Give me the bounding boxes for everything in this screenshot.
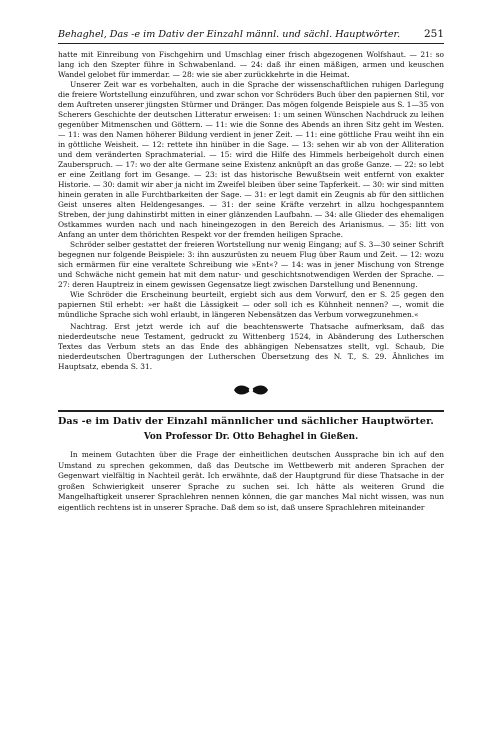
article-title: Das -e im Dativ der Einzahl männlicher und sächlicher Hauptwörter.	[58, 410, 444, 427]
fleuron-icon	[231, 383, 271, 397]
paragraph-nachtrag: Nachtrag. Erst jetzt werde ich auf die beachtenswerte Thatsache aufmerksam, daß das niederdeutsche neue Testament, gedruckt zu Wittenberg 1524, in Abänderung des Lutherschen Textes das Verbum stets an das Ende des abhängigen Nebensatzes stellt, vgl. Schaub, Die niederdeutschen Übertragungen der Lutherschen Übersetzung des N. T., S. 29. Ähnliches im Hauptsatz, ebenda S. 31.	[58, 322, 444, 371]
paragraph-schroeder-examples: Schröder selber gestattet der freieren Wortstellung nur wenig Eingang; auf S. 3—30 seiner Schrift begegnen nur folgende Beispiele: 3: ihn auszurüsten zu neuem Flug über Raum und Zeit. — 12: wozu sich ermärmen für eine veraltete Schreibung wie »Ent«? — 14: was in jener Mischung von Strenge und Schwäche nicht gemein hat mit dem natur- und geschichtsnotwendigen Werden der Sprache. — 27: deren Hauptreiz in einem gewissen Gegensatze liegt zwischen Darstellung und Benennung.	[58, 240, 444, 289]
page-body	[58, 50, 444, 514]
running-title: Behaghel, Das -e im Dativ der Einzahl männl. und sächl. Hauptwörter.	[58, 29, 401, 40]
paragraph-scherer-examples: Unserer Zeit war es vorbehalten, auch in die Sprache der wissenschaftlichen ruhigen Darlegung die freiere Wortstellung einzuführen, und zwar schon vor Schröders Buch über den papiernen Stil, vor dem Auftreten unserer jüngsten Stürmer und Dränger. Das mögen folgende Beispiele aus S. 1—35 von Scherers Geschichte der deutschen Litteratur erweisen: 1: um seinen Wünschen Nachdruck zu leihen gegenüber Mitmenschen und Göttern. — 11: wie die Sonne des Abends an ihren Sitz geht im Westen. — 11: was den Namen höherer Bildung verdient in jener Zeit. — 11: eine göttliche Frau weiht ihn ein in göttliche Weisheit. — 12: rettete ihn hinüber in die Sage. — 13: sehen wir ab von der Alliteration und dem veränderten Sprachmaterial. — 15: wird die Hilfe des Himmels herbeigeholt durch einen Zauberspruch. — 17: wo der alte Germane seine Existenz anknüpft an das große Ganze. — 22: so lebt er eine Zeitlang fort im Gesange. — 23: ist das historische Bewußtsein weit entfernt von exakter Historie. — 30: damit wir aber ja nicht im Zweifel bleiben über seine Tapferkeit. — 30: wir sind mitten hinein geraten in alle Furchtbarkeiten der Sage. — 31: er legt damit ein Zeugnis ab für den sittlichen Geist unseres alten Heldengesanges. — 31: der seine Kräfte verzehrt in allzu hochgespanntem Streben, der jung dahinstirbt mitten in einer glänzenden Laufbahn. — 34: alle Glieder des ehemaligen Ostkammes wurden nach und nach hineingezogen in den Bereich des Arianismus. — 35: litt von Anfang an unter dem thörichten Respekt vor der fremden heiligen Sprache.	[58, 80, 444, 239]
article-author: Von Professor Dr. Otto Behaghel in Gießen.	[143, 432, 359, 442]
paragraph-schroeder-judgement: Wie Schröder die Erscheinung beurteilt, ergiebt sich aus dem Vorwurf, den er S. 25 gegen den papiernen Stil erhebt: »er haßt die Lässigkeit — oder soll ich es Kühnheit nennen? —, womit die mündliche Sprache sich wohl erlaubt, in längeren Nebensätzen das Verbum vorwegzunehmen.«	[58, 290, 444, 319]
section-ornament	[58, 382, 444, 396]
running-head	[58, 28, 444, 44]
paragraph-continuation: hatte mit Einreibung von Fischgehirn und Umschlag einer frisch abgezogenen Wolfshaut. — 21: so lang ich den Szepter führe in Schwabenland. — 24: daß ihr einen mäßigen, armen und keuschen Wandel gelobet für immerdar. — 28: wie sie aber zurückkehrte in die Heimat.	[58, 50, 444, 79]
page-number: 251	[423, 28, 444, 40]
article-paragraph: In meinem Gutachten über die Frage der einheitlichen deutschen Aussprache bin ich auf den Umstand zu sprechen gekommen, daß das Deutsche im Wettbewerb mit anderen Sprachen der Gegenwart vielfältig in Nachteil gerät. Ich erwähnte, daß der Hauptgrund für diese Thatsache in der großen Schwierigkeit unserer Sprache zu suchen sei. Ich hätte als weiteren Grund die Mangelhaftigkeit unserer Sprachlehren nennen können, die gar manches Mal nicht wissen, was nun eigentlich rechtens ist in unserer Sprache. Daß dem so ist, daß unsere Sprachlehren miteinander	[58, 450, 444, 512]
